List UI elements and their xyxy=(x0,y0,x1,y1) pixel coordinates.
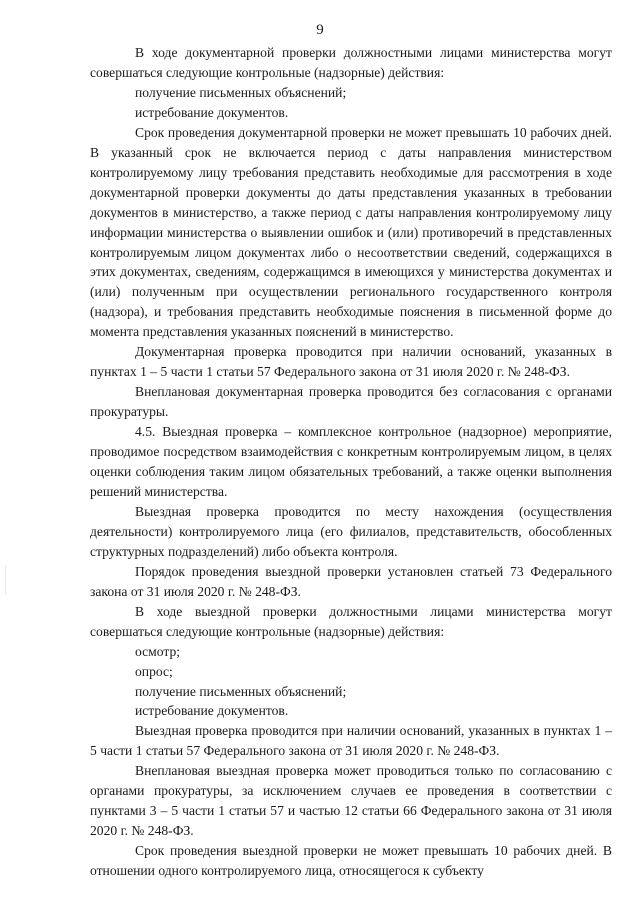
paragraph-1: В ходе документарной проверки должностными лицами министерства могут совершаться следующие контрольные (надзорные) действия: xyxy=(90,45,612,80)
paragraph-documentary-check-duration: Срок проведения документарной проверки не может превышать 10 рабочих дней. В указанный срок не включается период с даты направления министерством контролируемому лицу требования представить необходимые для рассмотрения в ходе документарной проверки документы до даты представления указанных в требовании документов в министерство, а также период с даты направления контролируемому лицу информации министерства о выявлении ошибок и (или) противоречий в представленных контролируемым лицом документах либо о несоответствии сведений, содержащихся в этих документах, сведениям, содержащимся в имеющихся у министерства документах и (или) полученным при осуществлении регионального государственного контроля (надзора), и требования представить необходимые пояснения в письменной форме до момента представления указанных пояснений в министерство. xyxy=(90,124,612,340)
paragraph-onsite-check-procedure: Порядок проведения выездной проверки установлен статьей 73 Федерального закона от 31 июля 2020 г. № 248-ФЗ. xyxy=(90,563,612,599)
document-body xyxy=(90,43,612,881)
paragraph-onsite-check-duration: Срок проведения выездной проверки не может превышать 10 рабочих дней. В отношении одного контролируемого лица, относящегося к субъекту xyxy=(90,843,612,879)
list-item: получение письменных объяснений; xyxy=(135,683,347,699)
paragraph-onsite-check-actions: В ходе выездной проверки должностными лицами министерства могут совершаться следующие контрольные (надзорные) действия: xyxy=(90,603,612,639)
paragraph-documentary-check-grounds: Документарная проверка проводится при наличии оснований, указанных в пунктах 1 – 5 части 1 статьи 57 Федерального закона от 31 июля 2020 г. № 248-ФЗ. xyxy=(90,344,612,380)
list-item: истребование документов. xyxy=(135,703,289,719)
list-item: осмотр; xyxy=(135,643,181,659)
paragraph-unscheduled-documentary-check: Внеплановая документарная проверка проводится без согласования с органами прокуратуры. xyxy=(90,384,612,420)
paragraph-section-4-5: 4.5. Выездная проверка – комплексное контрольное (надзорное) мероприятие, проводимое посредством взаимодействия с конкретным контролируемым лицом, в целях оценки соблюдения таким лицом обязательных требований, а также оценки выполнения решений министерства. xyxy=(90,424,612,499)
list-item: опрос; xyxy=(135,663,173,679)
paragraph-onsite-check-grounds: Выездная проверка проводится при наличии оснований, указанных в пунктах 1 – 5 части 1 статьи 57 Федерального закона от 31 июля 2020 г. № 248-ФЗ. xyxy=(90,723,612,759)
scan-margin-mark xyxy=(5,565,6,595)
list-item: истребование документов. xyxy=(135,104,289,120)
paragraph-onsite-check-location: Выездная проверка проводится по месту нахождения (осуществления деятельности) контролируемого лица (его филиалов, представительств, обособленных структурных подразделений) либо объекта контроля. xyxy=(90,503,612,559)
paragraph-unscheduled-onsite-check: Внеплановая выездная проверка может проводиться только по согласованию с органами прокуратуры, за исключением случаев ее проведения в соответствии с пунктами 3 – 5 части 1 статьи 57 и частью 12 статьи 66 Федерального закона от 31 июля 2020 г. № 248-ФЗ. xyxy=(90,763,612,839)
page-number: 9 xyxy=(316,22,324,38)
list-item: получение письменных объяснений; xyxy=(135,84,347,100)
